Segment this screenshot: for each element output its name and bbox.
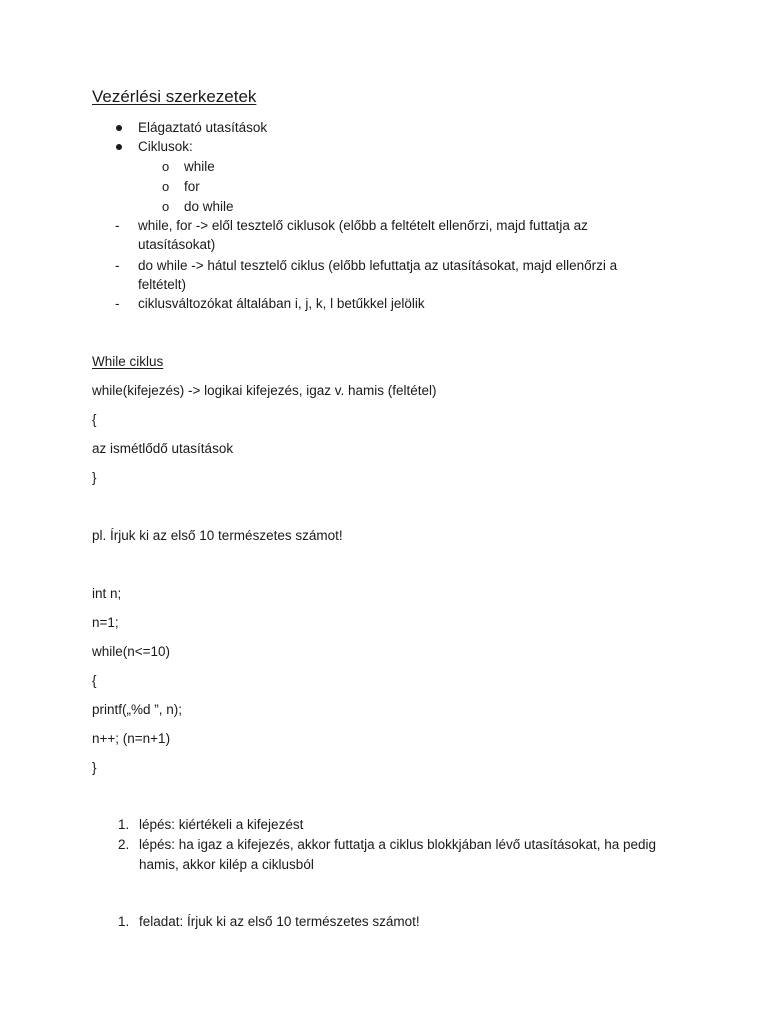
code-line: printf(„%d ”, n);: [92, 702, 183, 717]
code-line: while(n<=10): [92, 644, 171, 659]
bullet-marker: [116, 125, 122, 131]
dash-item-line: ciklusváltozókat általában i, j, k, l betűkkel jelölik: [138, 296, 425, 311]
step-text-continued: hamis, akkor kilép a ciklusból: [139, 857, 314, 872]
close-brace: }: [92, 470, 97, 485]
example-prompt: pl. Írjuk ki az első 10 természetes számot!: [92, 528, 343, 543]
dash-marker: -: [115, 218, 120, 233]
bullet-item: Ciklusok:: [138, 139, 193, 154]
code-line: }: [92, 760, 97, 775]
bullet-item: Elágaztató utasítások: [138, 120, 268, 135]
sub-bullet-marker: o: [162, 179, 170, 194]
sub-bullet-item: while: [184, 159, 215, 174]
code-line: {: [92, 673, 97, 688]
bullet-marker: [116, 144, 122, 150]
step-number: 1.: [118, 817, 130, 832]
open-brace: {: [92, 412, 97, 427]
dash-item-line: feltételt): [138, 277, 187, 292]
dash-item-line: while, for -> elől tesztelő ciklusok (előbb a feltételt ellenőrzi, majd futtatja az: [138, 218, 588, 233]
step-text: lépés: kiértékeli a kifejezést: [139, 817, 304, 832]
task-text: feladat: Írjuk ki az első 10 természetes számot!: [139, 914, 420, 929]
page-title: Vezérlési szerkezetek: [92, 87, 257, 106]
sub-bullet-marker: o: [162, 199, 170, 214]
sub-bullet-item: for: [184, 179, 200, 194]
sub-bullet-item: do while: [184, 199, 234, 214]
dash-marker: -: [115, 258, 120, 273]
code-line: int n;: [92, 586, 122, 601]
step-number: 2.: [118, 837, 130, 852]
code-line: n=1;: [92, 615, 119, 630]
section-heading: While ciklus: [92, 354, 164, 369]
step-text: lépés: ha igaz a kifejezés, akkor futtatja a ciklus blokkjában lévő utasításokat, ha pedig: [139, 837, 657, 852]
syntax-line: while(kifejezés) -> logikai kifejezés, igaz v. hamis (feltétel): [92, 383, 437, 398]
dash-marker: -: [115, 296, 120, 311]
loop-body-text: az ismétlődő utasítások: [92, 441, 234, 456]
dash-item-line: utasításokat): [138, 237, 216, 252]
dash-item-line: do while -> hátul tesztelő ciklus (előbb lefuttatja az utasításokat, majd ellenőrzi a: [138, 258, 618, 273]
sub-bullet-marker: o: [162, 159, 170, 174]
task-number: 1.: [118, 914, 130, 929]
code-line: n++; (n=n+1): [92, 731, 171, 746]
